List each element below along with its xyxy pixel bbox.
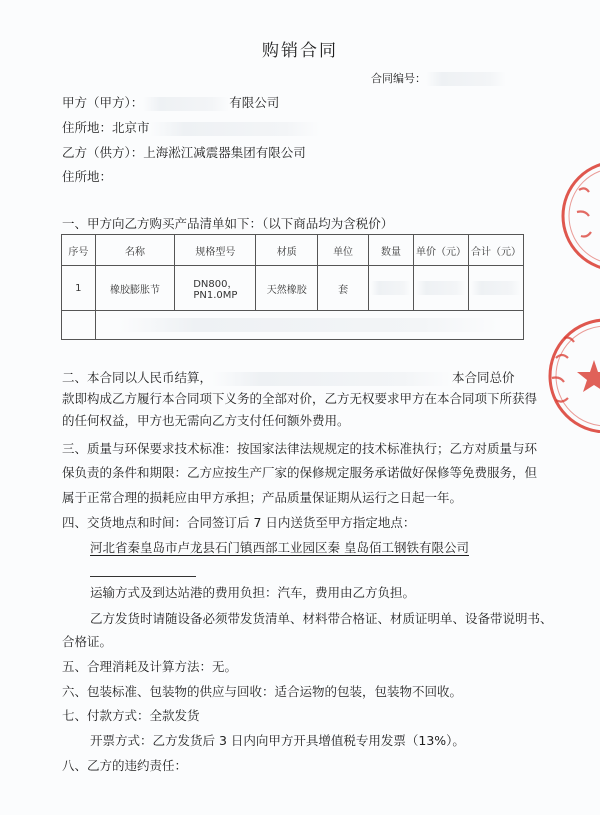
- section-8: 八、乙方的违约责任：: [62, 758, 188, 773]
- table-header-row: [62, 235, 524, 266]
- table-row-blank: [62, 311, 524, 340]
- cell-redacted: [369, 266, 414, 311]
- contract-number-label: 合同编号：: [371, 72, 426, 85]
- section-7-title: 七、付款方式：全款发货: [62, 708, 200, 723]
- column-header: 材质: [256, 235, 318, 266]
- company-seal-icon: [555, 160, 600, 280]
- delivery-address: 河北省秦皇岛市卢龙县石门镇西部工业园区秦 皇岛佰工钢铁有限公司: [90, 540, 469, 555]
- cell-name: 橡胶膨胀节: [95, 266, 175, 311]
- cell-redacted: [413, 266, 468, 311]
- shipping-line-1: 乙方发货时请随设备必须带发货清单、材料带合格证、材质证明单、设备带说明书、: [90, 611, 553, 626]
- redacted-block: [150, 122, 320, 136]
- column-header: 序号: [62, 235, 96, 266]
- party-a-label: 甲方（甲方）：: [62, 95, 144, 110]
- shipping-line-2: 合格证。: [62, 634, 113, 649]
- cell-blank: [95, 311, 523, 340]
- column-header: 规格型号: [175, 235, 256, 266]
- column-header: 名称: [95, 235, 175, 266]
- column-header: 合计（元）: [468, 235, 523, 266]
- party-b-label: 乙方（供方）：: [62, 145, 144, 160]
- section-5: 五、合理消耗及计算方法：无。: [62, 659, 238, 674]
- cell-redacted: [468, 266, 523, 311]
- cell-material: 天然橡胶: [256, 266, 318, 311]
- section-3-line-2: 保负责的条件和期限：乙方应按生产厂家的保修规定服务承诺做好保修等免费服务，但: [62, 465, 538, 480]
- blank-line: [90, 576, 196, 577]
- redacted-block: [426, 72, 506, 86]
- cell-blank: [62, 311, 96, 340]
- party-b-name: 上海淞江减震器集团有限公司: [143, 145, 306, 160]
- cell-no: 1: [62, 266, 96, 311]
- party-a-line: [62, 95, 279, 111]
- section-3-line-1: 三、质量与环保要求技术标准：按国家法律法规规定的技术标准执行；乙方对质量与环: [62, 441, 538, 456]
- redacted-block: [371, 281, 411, 295]
- section-2-line-3: 的任何权益，甲方也无需向乙方支付任何额外费用。: [62, 413, 350, 428]
- goods-table: [61, 234, 524, 340]
- section-6: 六、包装标准、包装物的供应与回收：适合运物的包装，包装物不回收。: [62, 684, 463, 699]
- company-seal-icon: [534, 318, 600, 433]
- redacted-block: [119, 318, 499, 332]
- redacted-block: [416, 281, 466, 295]
- section-2-line-2: 款即构成乙方履行本合同项下义务的全部对价，乙方无权要求甲方在本合同项下所获得: [62, 391, 538, 406]
- column-header: 数量: [369, 235, 414, 266]
- cell-spec: DN800，PN1.0MP: [175, 266, 256, 311]
- section-7-invoice: 开票方式：乙方发货后 3 日内向甲方开具增值税专用发票（13%）。: [90, 733, 465, 748]
- page-title: 购销合同: [262, 41, 338, 61]
- party-a-address-label: 住所地：北京市: [62, 120, 150, 135]
- party-b-address: 住所地：: [62, 169, 113, 184]
- section-4-line-1: 四、交货地点和时间：合同签订后 7 日内送货至甲方指定地点：: [62, 515, 416, 530]
- cell-unit: 套: [318, 266, 369, 311]
- section-2-start: 二、本合同以人民币结算，: [62, 370, 213, 385]
- party-a-name-suffix: 有限公司: [229, 95, 280, 110]
- table-row: [62, 266, 524, 311]
- redacted-block: [143, 97, 229, 111]
- transport-line: 运输方式及到达站港的费用负担：汽车，费用由乙方负担。: [90, 585, 416, 600]
- section-2-line-1: [62, 370, 515, 386]
- section-1-title: 一、甲方向乙方购买产品清单如下：（以下商品均为含税价）: [62, 216, 394, 231]
- party-b-line: [62, 145, 306, 161]
- column-header: 单位: [318, 235, 369, 266]
- section-3-line-3: 属于正常合理的损耗应由甲方承担；产品质量保证期从运行之日起一年。: [62, 490, 463, 505]
- redacted-block: [212, 372, 452, 386]
- column-header: 单价（元）: [413, 235, 468, 266]
- section-2-end: 本合同总价: [452, 370, 515, 385]
- contract-number: [371, 71, 506, 87]
- party-a-address: [62, 120, 320, 136]
- redacted-block: [471, 281, 521, 295]
